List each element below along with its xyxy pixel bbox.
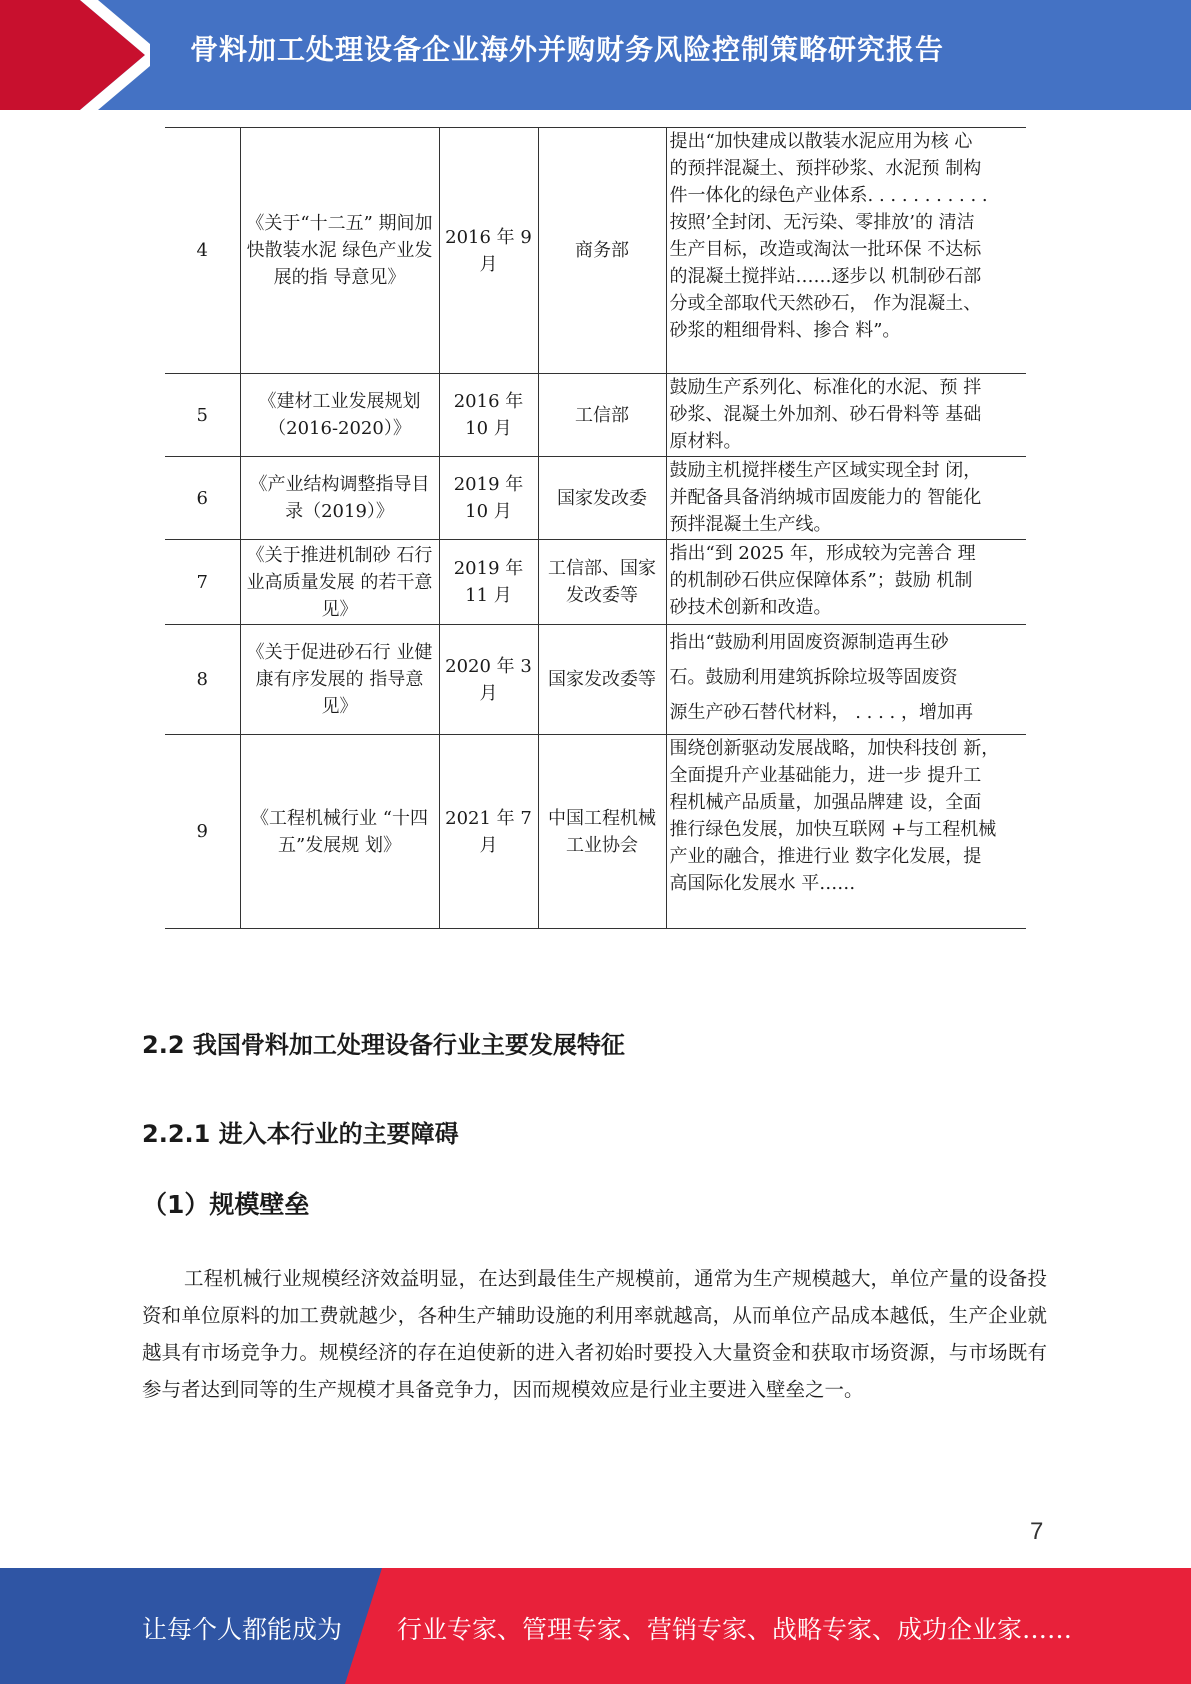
page-header bbox=[0, 0, 1191, 110]
policy-name: 《关于推进机制砂 石行业高质量发展 的若干意见》 bbox=[240, 540, 439, 625]
report-title: 骨料加工处理设备企业海外并购财务风险控制策略研究报告 bbox=[190, 33, 945, 66]
policy-content-line: 并配备具备消纳城市固废能力的 智能化 bbox=[669, 487, 982, 508]
policy-name: 《产业结构调整指导目录（2019）》 bbox=[240, 457, 439, 540]
policy-content-line: 的机制砂石供应保障体系”；鼓励 机制 bbox=[669, 570, 973, 591]
table-row bbox=[165, 625, 1026, 735]
body-paragraph: 工程机械行业规模经济效益明显，在达到最佳生产规模前，通常为生产规模越大，单位产量的设备投资和单位原料的加工费就越少，各种生产辅助设施的利用率就越高，从而单位产品成本越低，生产企业就越具有市场竞争力。规模经济的存在迫使新的进入者初始时要投入大量资金和获取市场资源，与市场既有参与者达到同等的生产规模才具备竞争力，因而规模效应是行业主要进入壁垒之一。 bbox=[142, 1267, 1047, 1401]
policy-content-line: 生产目标，改造或淘汰一批环保 不达标 bbox=[669, 239, 982, 260]
policy-content-line: 原材料。 bbox=[669, 431, 742, 452]
policy-content-line: 件一体化的绿色产业体系. . . . . . . . . . . bbox=[669, 185, 988, 206]
policy-content-line: 的预拌混凝土、预拌砂浆、水泥预 制构 bbox=[669, 158, 982, 179]
policy-date: 2019 年 10 月 bbox=[439, 457, 538, 540]
table-row bbox=[165, 540, 1026, 625]
policy-content-line: 程机械产品质量，加强品牌建 设，全面 bbox=[669, 792, 982, 813]
policy-content-line: 围绕创新驱动发展战略，加快科技创 新， bbox=[669, 738, 1000, 759]
policy-date: 2021 年 7 月 bbox=[439, 735, 538, 929]
policy-content-line: 砂浆的粗细骨料、掺合 料”。 bbox=[669, 320, 901, 341]
policy-name: 《关于促进砂石行 业健康有序发展的 指导意见》 bbox=[240, 625, 439, 735]
policy-date: 2019 年 11 月 bbox=[439, 540, 538, 625]
policy-date: 2016 年 10 月 bbox=[439, 374, 538, 457]
policy-department: 国家发改委 bbox=[538, 457, 666, 540]
table-row bbox=[165, 374, 1026, 457]
table-row bbox=[165, 735, 1026, 929]
policy-department: 工信部、国家发改委等 bbox=[538, 540, 666, 625]
policy-date: 2016 年 9 月 bbox=[439, 128, 538, 374]
policy-content-line: 源生产砂石替代材料， . . . . ，增加再 bbox=[669, 702, 973, 723]
policy-content-line: 鼓励生产系列化、标准化的水泥、预 拌 bbox=[669, 377, 982, 398]
policy-content bbox=[666, 128, 1026, 374]
policy-name: 《工程机械行业 “十四五”发展规 划》 bbox=[240, 735, 439, 929]
row-number: 6 bbox=[165, 457, 240, 540]
policy-content-line: 石。鼓励利用建筑拆除垃圾等固废资 bbox=[669, 667, 958, 688]
policy-content bbox=[666, 457, 1026, 540]
footer-slogan-left: 让每个人都能成为 bbox=[142, 1615, 343, 1644]
page-number: 7 bbox=[1030, 1518, 1044, 1545]
page-footer bbox=[0, 1568, 1191, 1684]
policy-table bbox=[165, 127, 1026, 929]
policy-content-line: 高国际化发展水 平…… bbox=[669, 873, 856, 894]
policy-content-line: 砂技术创新和改造。 bbox=[669, 597, 832, 618]
policy-department: 国家发改委等 bbox=[538, 625, 666, 735]
header-arrow-decoration bbox=[0, 0, 150, 110]
policy-content-line: 全面提升产业基础能力，进一步 提升工 bbox=[669, 765, 982, 786]
section-heading-2-2: 2.2 我国骨料加工处理设备行业主要发展特征 bbox=[142, 1031, 625, 1059]
policy-department: 中国工程机械工业协会 bbox=[538, 735, 666, 929]
policy-department: 商务部 bbox=[538, 128, 666, 374]
row-number: 7 bbox=[165, 540, 240, 625]
row-number: 9 bbox=[165, 735, 240, 929]
policy-content-line: 按照’全封闭、无污染、零排放’的 清洁 bbox=[669, 212, 975, 233]
footer-slogan-right: 行业专家、管理专家、营销专家、战略专家、成功企业家…… bbox=[397, 1615, 1073, 1644]
policy-content bbox=[666, 625, 1026, 735]
policy-content-line: 的混凝土搅拌站……逐步以 机制砂石部 bbox=[669, 266, 982, 287]
row-number: 4 bbox=[165, 128, 240, 374]
subsection-heading-scale-barrier: （1）规模壁垒 bbox=[142, 1190, 310, 1219]
section-heading-2-2-1: 2.2.1 进入本行业的主要障碍 bbox=[142, 1120, 459, 1148]
policy-content bbox=[666, 374, 1026, 457]
table-row bbox=[165, 128, 1026, 374]
policy-content bbox=[666, 540, 1026, 625]
policy-content-line: 提出“加快建成以散装水泥应用为核 心 bbox=[669, 131, 973, 152]
policy-name: 《建材工业发展规划（2016-2020）》 bbox=[240, 374, 439, 457]
table-row bbox=[165, 457, 1026, 540]
policy-content-line: 预拌混凝土生产线。 bbox=[669, 514, 832, 535]
policy-content-line: 鼓励主机搅拌楼生产区域实现全封 闭， bbox=[669, 460, 982, 481]
policy-content-line: 指出“鼓励利用固废资源制造再生砂 bbox=[669, 632, 949, 653]
policy-content-line: 产业的融合，推进行业 数字化发展，提 bbox=[669, 846, 982, 867]
policy-content bbox=[666, 735, 1026, 929]
policy-content-line: 推行绿色发展，加快互联网 +与工程机械 bbox=[669, 819, 997, 840]
row-number: 8 bbox=[165, 625, 240, 735]
row-number: 5 bbox=[165, 374, 240, 457]
policy-name: 《关于“十二五” 期间加快散装水泥 绿色产业发展的指 导意见》 bbox=[240, 128, 439, 374]
policy-date: 2020 年 3 月 bbox=[439, 625, 538, 735]
policy-content-line: 砂浆、混凝土外加剂、砂石骨料等 基础 bbox=[669, 404, 982, 425]
policy-content-line: 分或全部取代天然砂石， 作为混凝土、 bbox=[669, 293, 982, 314]
policy-content-line: 指出“到 2025 年，形成较为完善合 理 bbox=[669, 543, 976, 564]
policy-department: 工信部 bbox=[538, 374, 666, 457]
